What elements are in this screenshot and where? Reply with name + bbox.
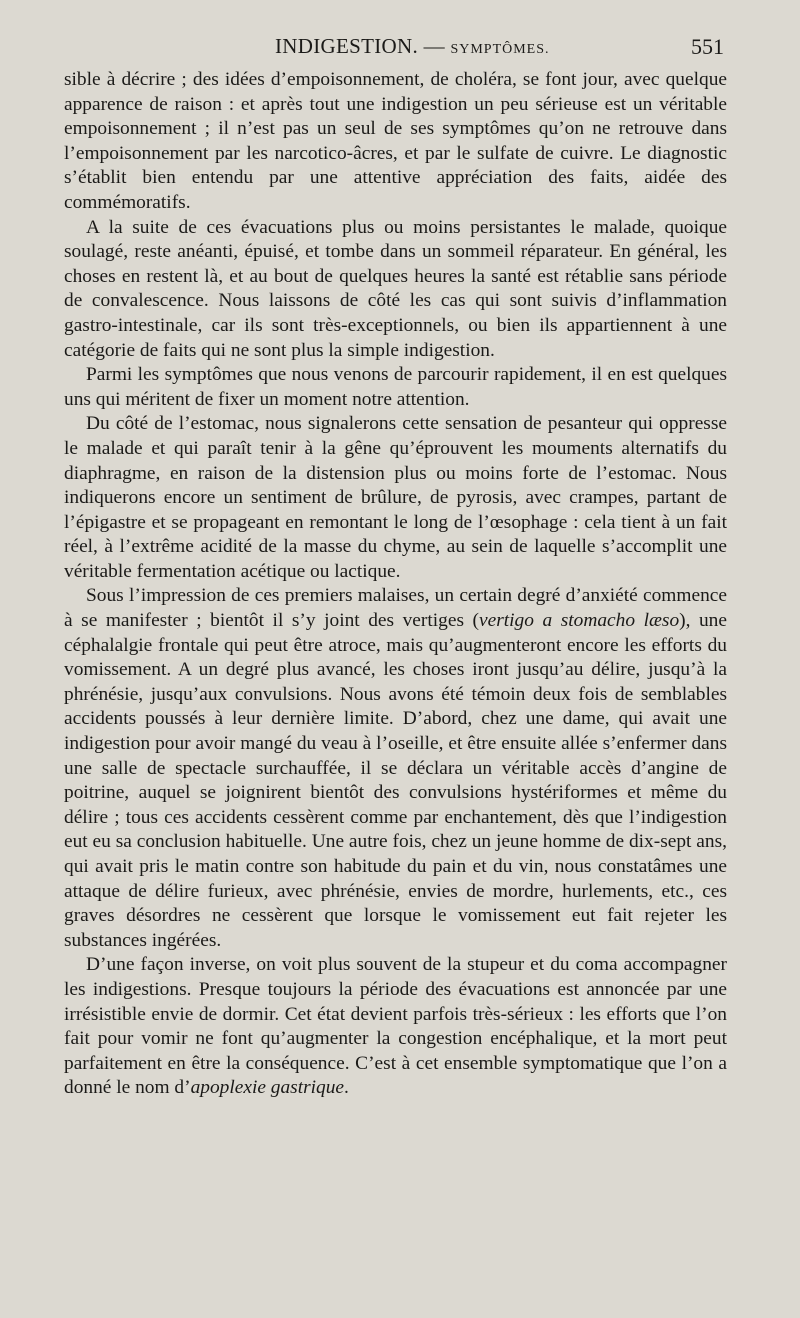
paragraph: [64, 216, 727, 364]
paragraph: [64, 68, 727, 216]
header-title: INDIGESTION.: [275, 34, 418, 58]
text-run: sible à décrire ; des idées d’empoisonnement, de choléra, se font jour, avec quelque apparence de raison : et après tout une indigestion un peu sérieuse est un véritable empoisonnement ; il n’est pas un seul de ses symptômes qu’on ne retrouve dans l’empoisonnement par les narcotico-âcres, et par le sulfate de cuivre. Le diagnostic s’établit bien entendu par une attentive appréciation des faits, aidée des commémoratifs.: [64, 69, 727, 213]
paragraph: [64, 412, 727, 584]
italic-text: apoplexie gastrique: [190, 1077, 345, 1099]
page-number: 551: [691, 34, 724, 59]
running-title: [275, 34, 550, 59]
body-text: [64, 68, 727, 1101]
text-run: Parmi les symptômes que nous venons de parcourir rapidement, il en est quelques uns qui méritent de fixer un moment notre attention.: [64, 364, 727, 410]
header-subtitle: SYMPTÔMES.: [450, 42, 550, 57]
header-separator: —: [423, 34, 445, 58]
paragraph: [64, 953, 727, 1101]
text-run: Sous l’impression de ces premiers malaises, un certain degré d’anxiété commence à se manifester ; bientôt il s’y joint des vertiges (: [64, 585, 727, 632]
text-run: .: [344, 1077, 349, 1099]
show-through-mark: [745, 205, 800, 225]
paragraph: [64, 363, 727, 412]
running-header: [0, 34, 800, 64]
text-run: Du côté de l’estomac, nous signalerons cette sensation de pesanteur qui oppresse le malade et qui paraît tenir à la gêne qu’éprouvent les mouments alternatifs du diaphragme, en raison de la distension plus ou moins forte de l’estomac. Nous indiquerons encore un sentiment de brûlure, de pyrosis, avec crampes, partant de l’épigastre et se propageant en remontant le long de l’œsophage : cela tient à un fait réel, à l’extrême acidité de la masse du chyme, au sein de laquelle s’accomplit une véritable fermentation acétique ou lactique.: [64, 413, 727, 582]
text-run: D’une façon inverse, on voit plus souvent de la stupeur et du coma accompagner les indigestions. Presque toujours la période des évacuations est annoncée par une irrésistible envie de dormir. Cet état devient parfois très-sérieux : les efforts que l’on fait pour vomir ne font qu’augmenter la congestion encéphalique, et la mort peut parfaitement en être la conséquence. C’est à cet ensemble symptomatique que l’on a donné le nom d’: [64, 954, 727, 1099]
italic-text: vertigo a stomacho læso: [479, 610, 680, 632]
text-run: ), une céphalalgie frontale qui peut être atroce, mais qu’augmenteront encore les efforts du vomissement. A un degré plus avancé, les choses iront jusqu’au délire, jusqu’à la phrénésie, jusqu’aux convulsions. Nous avons été témoin deux fois de semblables accidents poussés à leur dernière limite. D’abord, chez une dame, qui avait une indigestion pour avoir mangé du veau à l’oseille, et être ensuite allée s’enfermer dans une salle de spectacle surchauffée, il se déclara un véritable accès d’angine de poitrine, auquel se joignirent bientôt des convulsions hystériformes et même du délire ; tous ces accidents cessèrent comme par enchantement, dès que l’indigestion eut eu sa conclusion habituelle. Une autre fois, chez un jeune homme de dix-sept ans, qui avait pris le matin contre son habitude du pain et du vin, nous constatâmes une attaque de délire furieux, avec phrénésie, envies de mordre, hurlements, etc., ces graves désordres ne cessèrent que lorsque le vomissement eut fait rejeter les substances ingérées.: [64, 610, 727, 951]
text-run: A la suite de ces évacuations plus ou moins persistantes le malade, quoique soulagé, reste anéanti, épuisé, et tombe dans un sommeil réparateur. En général, les choses en restent là, et au bout de quelques heures la santé est rétablie sans période de convalescence. Nous laissons de côté les cas qui sont suivis d’inflammation gastro-intestinale, car ils sont très-exceptionnels, ou bien ils appartiennent à une catégorie de faits qui ne sont plus la simple indigestion.: [64, 216, 727, 361]
paragraph: [64, 584, 727, 953]
